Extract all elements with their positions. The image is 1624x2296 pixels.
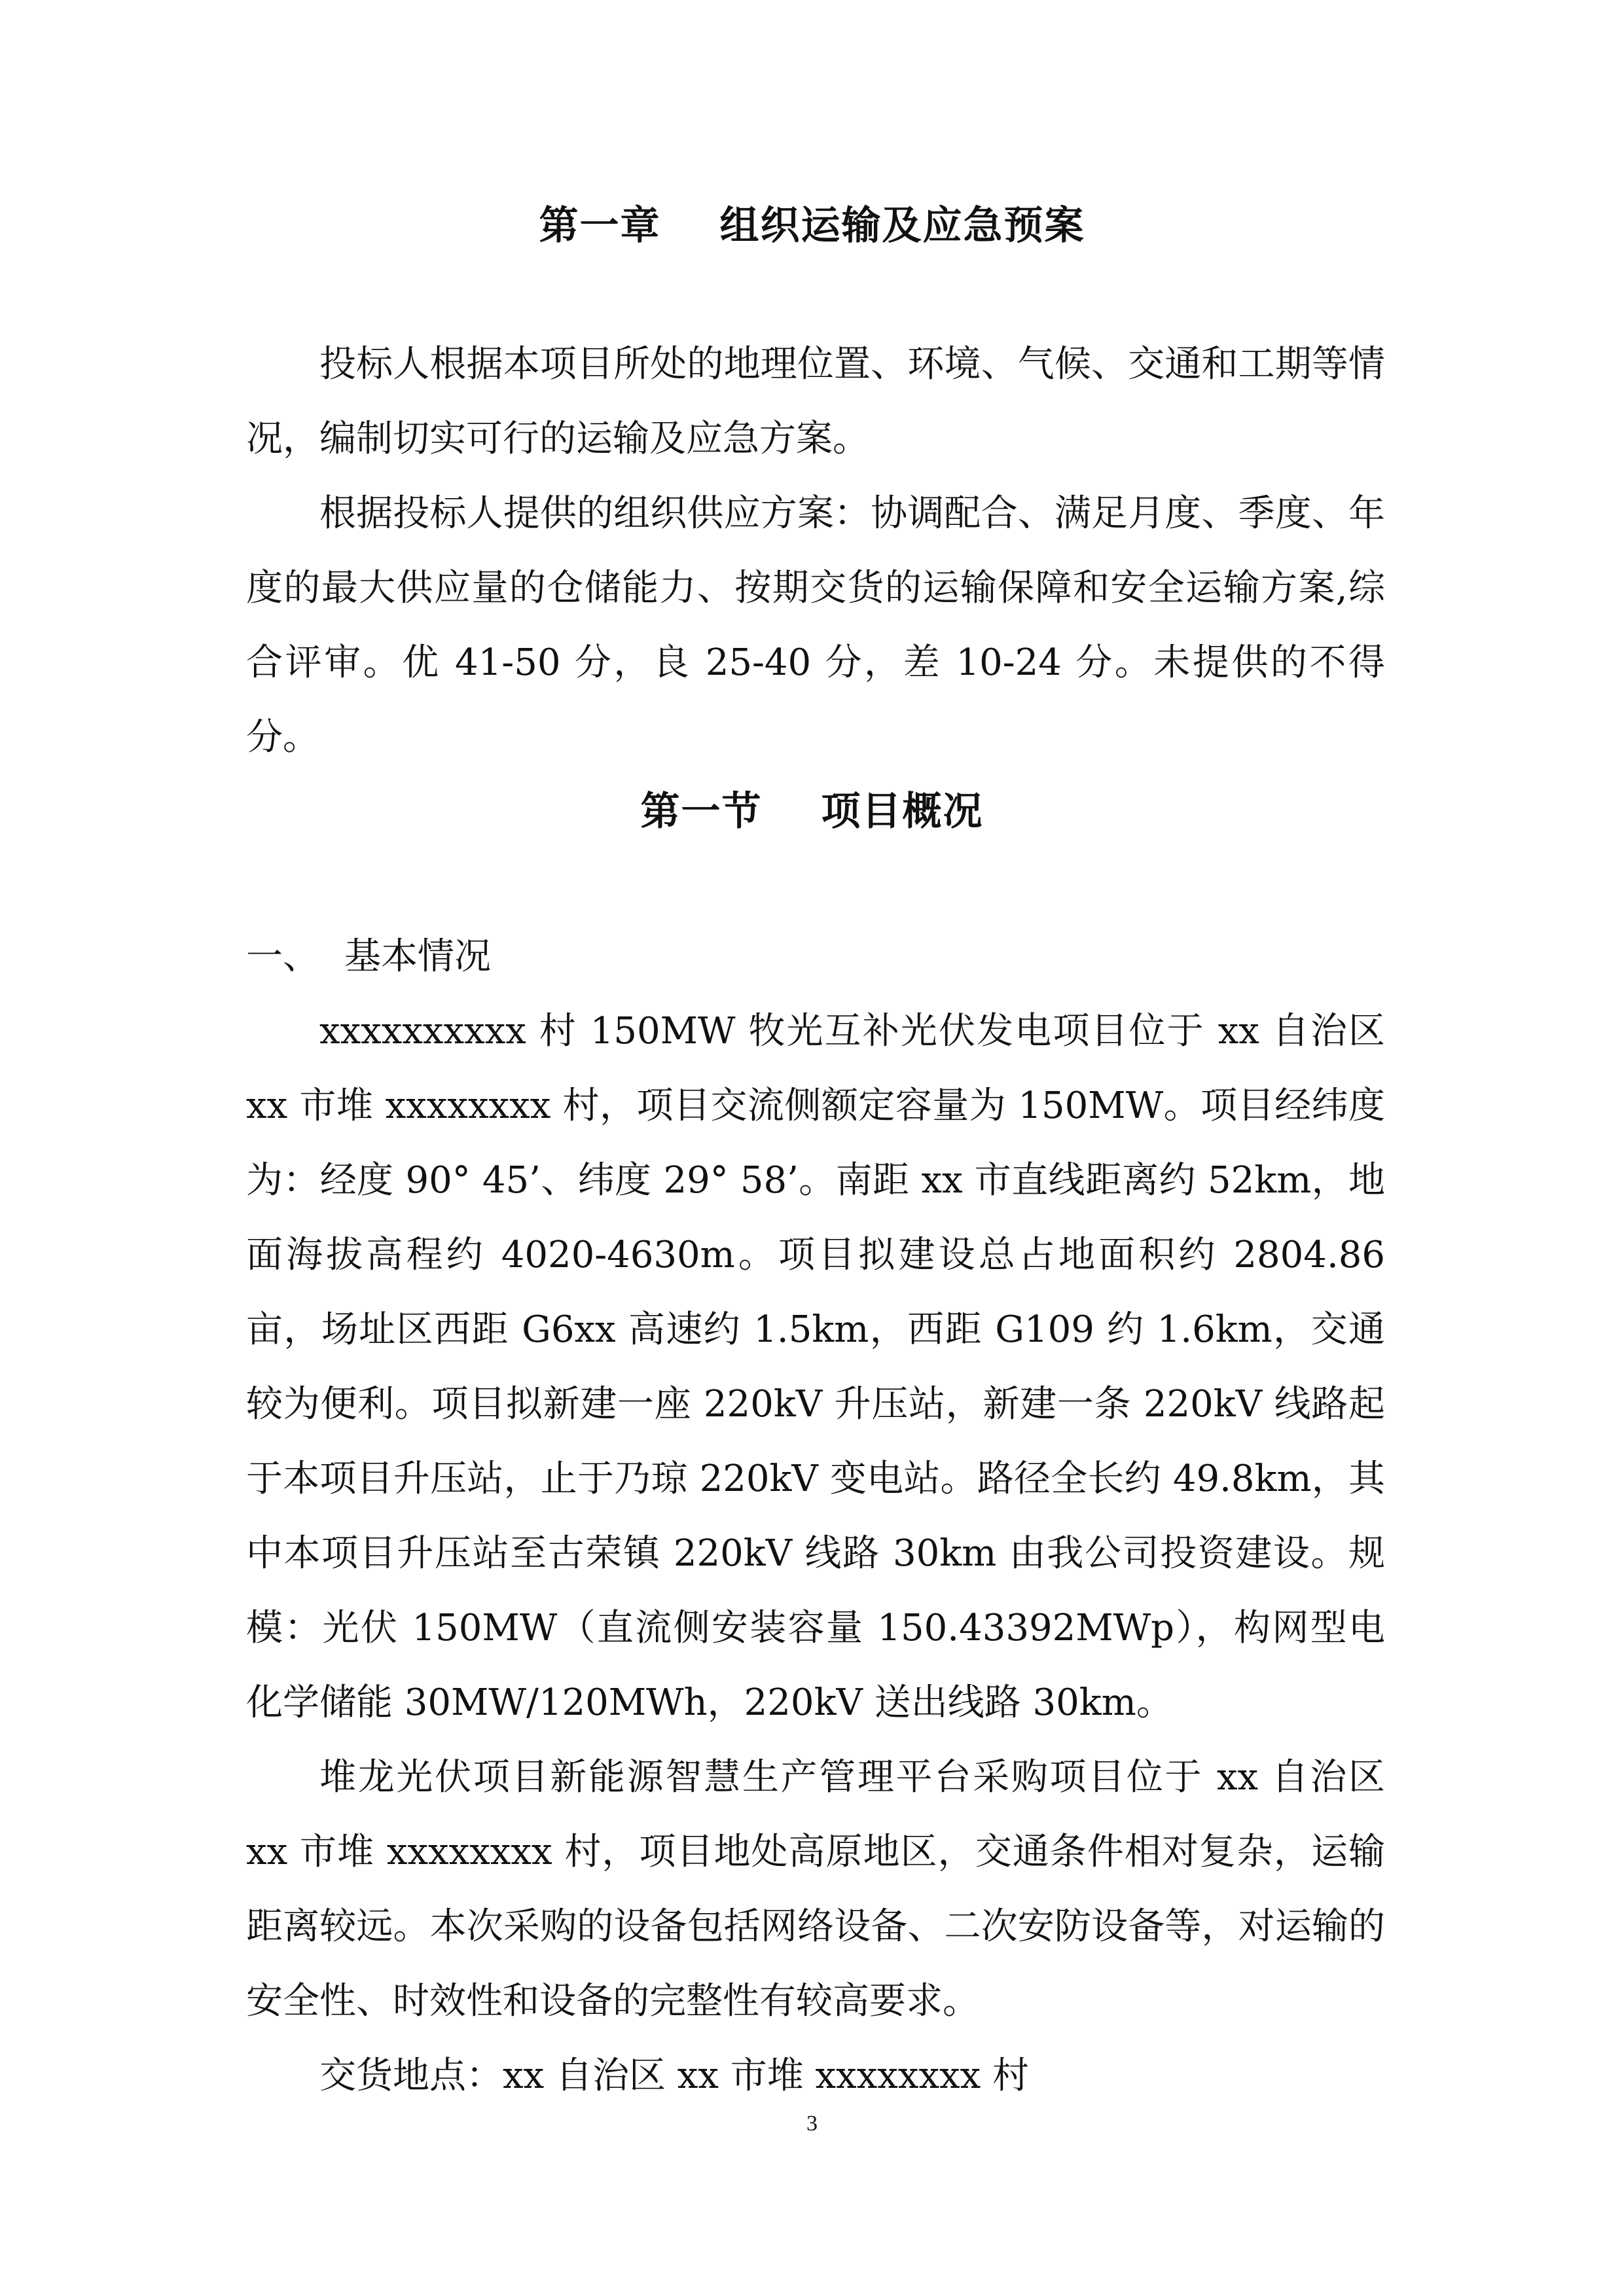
section-number: 第一节 (640, 789, 763, 834)
body-paragraph-2: 堆龙光伏项目新能源智慧生产管理平台采购项目位于 xx 自治区 xx 市堆 xxxxxxxx 村，项目地处高原地区，交通条件相对复杂，运输距离较远。本次采购的设备包括网络设备、二次安防设备等，对运输的安全性、时效性和设备的完整性有较高要求。 (246, 1756, 1385, 2022)
page-number: 3 (806, 2111, 818, 2136)
chapter-number: 第一章 (539, 203, 661, 249)
section-title (0, 776, 1624, 848)
body-paragraph-1: xxxxxxxxxx 村 150MW 牧光互补光伏发电项目位于 xx 自治区 xx 市堆 xxxxxxxx 村，项目交流侧额定容量为 150MW。项目经纬度为：经度 90° 45’、纬度 29° 58’。南距 xx 市直线距离约 52km，地面海拔高程约 4020-4630m。项目拟建设总占地面积约 2804.86 亩，场址区西距 G6xx 高速约 1.5km，西距 G109 约 1.6km，交通较为便利。项目拟新建一座 220kV 升压站，新建一条 220kV 线路起于本项目升压站，止于乃琼 220kV 变电站。路径全长约 49.8km，其中本项目升压站至古荣镇 220kV 线路 30km 由我公司投资建设。规模：光伏 150MW（直流侧安装容量 150.43392MWp），构网型电化学储能 30MW/120MWh，220kV 送出线路 30km。 (246, 1010, 1385, 1724)
section-name: 项目概况 (821, 789, 984, 834)
subsection-title: 基本情况 (344, 935, 491, 978)
body-paragraph-3: 交货地点：xx 自治区 xx 市堆 xxxxxxxx 村 (319, 2054, 1029, 2097)
subsection-heading (246, 920, 1385, 994)
chapter-title (0, 190, 1624, 262)
chapter-name: 组织运输及应急预案 (719, 203, 1085, 249)
subsection-number: 一、 (246, 935, 319, 978)
intro-paragraph-2: 根据投标人提供的组织供应方案：协调配合、满足月度、季度、年度的最大供应量的仓储能力、按期交货的运输保障和安全运输方案,综合评审。优 41-50 分，良 25-40 分，差 10-24 分。未提供的不得分。 (246, 492, 1385, 759)
intro-paragraph-1: 投标人根据本项目所处的地理位置、环境、气候、交通和工期等情况，编制切实可行的运输及应急方案。 (246, 343, 1385, 460)
